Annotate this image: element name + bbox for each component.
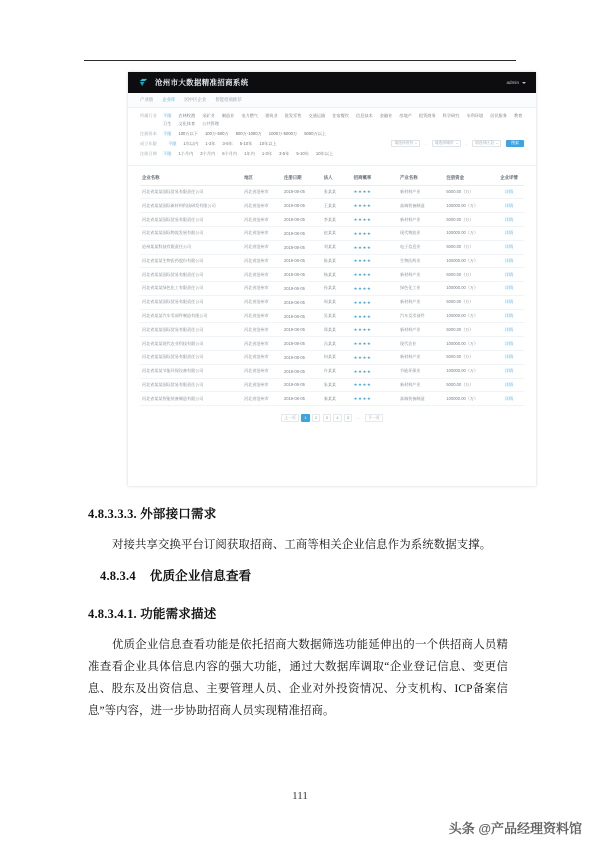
cell-probability <box>352 240 398 254</box>
cell-probability <box>352 392 398 406</box>
company-table <box>140 171 524 407</box>
pagination-page-3[interactable]: 3 <box>323 414 331 422</box>
cell-area: 河北省沧州市 <box>242 199 282 213</box>
pagination <box>128 406 536 432</box>
embedded-screenshot-figure <box>128 72 536 486</box>
cell-legal-person: 张某某 <box>322 185 352 199</box>
cell-detail <box>494 309 524 323</box>
paragraph-function-description: 优质企业信息查看功能是依托招商大数据筛选功能延伸出的一个供招商人员精准查看企业具体信息内容的强大功能，通过大数据库调取“企业登记信息、变更信息、股东及出资信息、主要管理人员、企业对外投资情况、分支机构、ICP备案信息”等内容，进一步协助招商人员实现精准招商。 <box>88 639 508 717</box>
th-company-name[interactable]: 企业名称 <box>140 171 242 186</box>
filter-tag-0-8[interactable]: 住宿餐饮 <box>332 113 349 118</box>
filter-row-3 <box>140 150 524 158</box>
cell-register-date: 2019-08-05 <box>282 323 322 337</box>
th-register-date[interactable]: 注册日期 <box>282 171 322 186</box>
table-head <box>140 171 524 186</box>
filter-separator-2: - <box>465 140 468 146</box>
cell-detail <box>494 378 524 392</box>
detail-link[interactable]: 详情 <box>504 202 514 208</box>
cell-company-name: 河北省某某国际贸易有限责任公司 <box>140 295 242 309</box>
filter-tag-0-1[interactable]: 农林牧渔 <box>178 113 196 118</box>
cell-area: 河北省沧州市 <box>242 309 282 323</box>
detail-link[interactable]: 详情 <box>504 381 514 387</box>
cell-company-name: 河北省某某现代农业科技有限公司 <box>140 337 242 351</box>
filter-tag-2-5[interactable]: 10年以上 <box>259 140 277 146</box>
district-select[interactable] <box>472 140 501 148</box>
cell-industry: 新材料产业 <box>398 213 444 227</box>
cell-probability <box>352 364 398 378</box>
table-row[interactable] <box>140 392 524 406</box>
pagination-page-1[interactable]: 1 <box>301 414 309 422</box>
breadcrumb-item-3[interactable]: 智能招商推荐 <box>215 97 242 102</box>
cell-company-name: 河北省某某国际贸易有限责任公司 <box>140 323 242 337</box>
cell-detail <box>494 295 524 309</box>
detail-link[interactable]: 详情 <box>504 257 514 263</box>
cell-legal-person: 冯某某 <box>322 337 352 351</box>
cell-register-date: 2019-08-05 <box>282 213 322 227</box>
cell-capital: 100000.00（万） <box>444 254 494 268</box>
chevron-down-icon <box>522 82 526 84</box>
star-rating-icon: ★★★★ <box>353 189 372 195</box>
cell-industry: 现代物流业 <box>398 226 444 240</box>
filter-tag-0-13[interactable]: 科学研究 <box>442 113 460 118</box>
filter-tag-1-0[interactable]: 不限 <box>163 130 172 136</box>
cell-company-name: 河北省某某国际新材料科技研发有限公司 <box>140 199 242 213</box>
pagination-page-4[interactable]: 4 <box>333 414 341 422</box>
filter-tag-0-4[interactable]: 电力燃气 <box>241 113 259 118</box>
cell-company-name: 河北省某某国际贸易有限责任公司 <box>140 268 242 282</box>
pagination-prev[interactable]: 上一页 <box>281 414 299 422</box>
detail-link[interactable]: 详情 <box>504 230 514 236</box>
cell-register-date: 2019-08-05 <box>282 364 322 378</box>
cell-register-date: 2019-08-05 <box>282 350 322 364</box>
filter-tag-1-2[interactable]: 100万-500万 <box>204 130 229 136</box>
th-detail: 企业详情 <box>494 171 524 186</box>
filter-tag-3-5[interactable]: 1-3年 <box>261 150 273 156</box>
cell-register-date: 2019-08-05 <box>282 392 322 406</box>
province-select[interactable] <box>391 140 420 148</box>
filter-tag-3-7[interactable]: 5-10年 <box>296 150 309 156</box>
filter-tags-0 <box>163 112 524 127</box>
cell-area: 河北省沧州市 <box>242 268 282 282</box>
filter-tag-0-19[interactable]: 公共管理 <box>202 120 219 126</box>
table-row[interactable] <box>140 226 524 240</box>
star-rating-icon: ★★★★ <box>353 285 372 291</box>
cell-company-name: 沧州某某科技有限责任公司 <box>140 240 242 254</box>
cell-legal-person: 杨某某 <box>322 268 352 282</box>
cell-register-date: 2019-08-05 <box>282 185 322 199</box>
cell-probability <box>352 268 398 282</box>
cell-industry: 现代农业 <box>398 337 444 351</box>
cell-industry: 新材料产业 <box>398 378 444 392</box>
cell-company-name: 河北省某某国际贸易有限责任公司 <box>140 378 242 392</box>
filter-tag-3-6[interactable]: 3-5年 <box>279 150 290 156</box>
detail-link[interactable]: 详情 <box>504 271 514 277</box>
heading-quality-enterprise <box>100 566 251 584</box>
filter-tags-3 <box>163 150 524 158</box>
cell-detail <box>494 364 524 378</box>
cell-legal-person: 秦某某 <box>322 392 352 406</box>
detail-link[interactable]: 详情 <box>504 340 514 346</box>
cell-probability <box>352 323 398 337</box>
filter-tag-0-14[interactable]: 水利环境 <box>466 113 484 118</box>
detail-link[interactable]: 详情 <box>504 313 514 319</box>
filter-tag-0-10[interactable]: 金融业 <box>379 113 393 118</box>
cell-register-date: 2019-08-05 <box>282 295 322 309</box>
filter-tags-1 <box>163 130 524 138</box>
cell-register-date: 2019-08-05 <box>282 226 322 240</box>
filter-tag-0-12[interactable]: 租赁商务 <box>418 113 436 118</box>
detail-link[interactable]: 详情 <box>504 299 514 305</box>
cell-capital: 5000.00（万） <box>444 378 494 392</box>
star-rating-icon: ★★★★ <box>353 299 372 305</box>
cell-area: 河北省沧州市 <box>242 254 282 268</box>
search-button-label: 搜索 <box>511 140 519 146</box>
cell-register-date: 2019-08-05 <box>282 337 322 351</box>
cell-detail <box>494 226 524 240</box>
cell-capital: 5000.00（万） <box>444 323 494 337</box>
breadcrumb-item-2[interactable]: 园中区企业 <box>184 97 207 102</box>
cell-capital: 5000.00（万） <box>444 268 494 282</box>
cell-legal-person: 吴某某 <box>322 309 352 323</box>
cell-company-name: 河北省某某国际物流发展有限公司 <box>140 226 242 240</box>
cell-detail <box>494 282 524 296</box>
cell-register-date: 2019-08-05 <box>282 309 322 323</box>
pagination-ellipsis: … <box>356 415 361 421</box>
table-row[interactable] <box>140 364 524 378</box>
detail-link[interactable]: 详情 <box>504 188 514 194</box>
cell-capital: 5000.00（万） <box>444 213 494 227</box>
table-row[interactable] <box>140 240 524 254</box>
filter-row-1 <box>140 130 524 138</box>
cell-legal-person: 朱某某 <box>322 378 352 392</box>
cell-industry: 节能环保业 <box>398 364 444 378</box>
diamond-logo-icon <box>138 77 149 88</box>
cell-area: 河北省沧州市 <box>242 364 282 378</box>
filter-tag-0-0[interactable]: 不限 <box>163 113 172 118</box>
detail-link[interactable]: 详情 <box>504 244 514 250</box>
cell-company-name: 河北省某某国际贸易有限责任公司 <box>140 185 242 199</box>
detail-link[interactable]: 详情 <box>504 285 514 291</box>
cell-legal-person: 陈某某 <box>322 254 352 268</box>
table-row[interactable] <box>140 337 524 351</box>
cell-legal-person: 赵某某 <box>322 226 352 240</box>
header-rule <box>84 60 516 61</box>
filter-tag-0-3[interactable]: 制造业 <box>221 113 235 118</box>
table-row[interactable] <box>140 213 524 227</box>
table-row[interactable] <box>140 309 524 323</box>
cell-capital: 100000.00（万） <box>444 364 494 378</box>
filter-tag-1-4[interactable]: 1000万-5000万 <box>268 130 298 136</box>
table-row[interactable] <box>140 199 524 213</box>
breadcrumb-item-0[interactable]: 产业链 <box>140 97 154 102</box>
cell-capital: 100000.00（万） <box>444 199 494 213</box>
cell-company-name: 河北省某某生物医药股份有限公司 <box>140 254 242 268</box>
table-row[interactable] <box>140 282 524 296</box>
th-industry[interactable]: 产业名称 <box>398 171 444 186</box>
filter-label-2: 成立年限 <box>140 140 157 146</box>
heading-number: 4.8.3.4 <box>100 569 136 583</box>
star-rating-icon: ★★★★ <box>353 203 372 209</box>
app-header <box>128 72 536 93</box>
cell-industry: 高端装备制造 <box>398 199 444 213</box>
cell-probability <box>352 378 398 392</box>
city-select-value: 请选择城市 <box>434 140 454 145</box>
star-rating-icon: ★★★★ <box>353 230 372 236</box>
cell-area: 河北省沧州市 <box>242 185 282 199</box>
cell-area: 河北省沧州市 <box>242 295 282 309</box>
cell-register-date: 2019-08-05 <box>282 240 322 254</box>
filter-tag-3-0[interactable]: 不限 <box>163 150 172 156</box>
filter-tag-1-5[interactable]: 5000万以上 <box>304 130 327 136</box>
search-button[interactable] <box>506 140 524 148</box>
cell-register-date: 2019-08-05 <box>282 268 322 282</box>
cell-detail <box>494 185 524 199</box>
cell-legal-person: 郑某某 <box>322 323 352 337</box>
filter-tag-0-15[interactable]: 居民服务 <box>490 113 507 118</box>
filter-tag-0-17[interactable]: 卫生 <box>163 120 172 126</box>
cell-industry: 高端装备制造 <box>398 392 444 406</box>
filter-tag-0-18[interactable]: 文化体育 <box>178 120 196 126</box>
cell-detail <box>494 240 524 254</box>
star-rating-icon: ★★★★ <box>353 327 372 333</box>
app-title: 沧州市大数据精准招商系统 <box>155 78 249 87</box>
user-menu[interactable] <box>506 80 526 85</box>
province-select-value: 请选择省份 <box>394 140 414 145</box>
cell-probability <box>352 309 398 323</box>
breadcrumb <box>128 93 536 108</box>
filter-tag-3-3[interactable]: 6个月内 <box>222 150 238 156</box>
cell-detail <box>494 350 524 364</box>
filter-panel <box>128 108 536 166</box>
cell-probability <box>352 199 398 213</box>
chevron-down-icon <box>496 143 498 144</box>
user-name: admin <box>506 80 519 85</box>
filter-tag-0-9[interactable]: 信息技术 <box>355 113 373 118</box>
cell-company-name: 河北省某某节能环保设备有限公司 <box>140 364 242 378</box>
cell-industry: 绿色化工业 <box>398 282 444 296</box>
cell-area: 河北省沧州市 <box>242 213 282 227</box>
star-rating-icon: ★★★★ <box>353 341 372 347</box>
cell-register-date: 2019-08-05 <box>282 199 322 213</box>
detail-link[interactable]: 详情 <box>504 326 514 332</box>
filter-tag-2-1[interactable]: 1年以内 <box>183 140 199 146</box>
star-rating-icon: ★★★★ <box>353 244 372 250</box>
pagination-page-5[interactable]: 5 <box>344 414 352 422</box>
cell-legal-person: 孙某某 <box>322 282 352 296</box>
cell-register-date: 2019-08-05 <box>282 282 322 296</box>
cell-industry: 新材料产业 <box>398 295 444 309</box>
detail-link[interactable]: 详情 <box>504 395 514 401</box>
filter-tag-2-0[interactable]: 不限 <box>168 140 177 146</box>
watermark: 头条 @产品经理资料馆 <box>448 821 582 836</box>
cell-legal-person: 周某某 <box>322 295 352 309</box>
cell-probability <box>352 295 398 309</box>
cell-capital: 5000.00（万） <box>444 240 494 254</box>
cell-company-name: 河北省某某国际贸易有限责任公司 <box>140 350 242 364</box>
th-probability[interactable]: 招商概率 <box>352 171 398 186</box>
city-select[interactable] <box>432 140 461 148</box>
table-header-row <box>140 171 524 186</box>
table-row[interactable] <box>140 350 524 364</box>
filter-label-3: 注册日期 <box>140 150 157 156</box>
cell-probability <box>352 213 398 227</box>
cell-detail <box>494 213 524 227</box>
heading-function-description: 4.8.3.4.1. 功能需求描述 <box>88 607 217 621</box>
breadcrumb-item-1[interactable]: 企业库 <box>162 97 176 102</box>
filter-tag-3-2[interactable]: 3个月内 <box>200 150 216 156</box>
cell-detail <box>494 254 524 268</box>
table-row[interactable] <box>140 295 524 309</box>
filter-tag-0-6[interactable]: 批发零售 <box>284 113 302 118</box>
cell-legal-person: 何某某 <box>322 350 352 364</box>
cell-detail <box>494 199 524 213</box>
cell-capital: 5000.00（万） <box>444 350 494 364</box>
table-row[interactable] <box>140 323 524 337</box>
star-rating-icon: ★★★★ <box>353 258 372 264</box>
filter-tag-1-1[interactable]: 100万以下 <box>178 130 198 136</box>
cell-detail <box>494 268 524 282</box>
cell-probability <box>352 282 398 296</box>
cell-company-name: 河北省某某汽车零部件制造有限公司 <box>140 309 242 323</box>
cell-probability <box>352 350 398 364</box>
cell-detail <box>494 337 524 351</box>
star-rating-icon: ★★★★ <box>353 368 372 374</box>
heading-text: 优质企业信息查看 <box>149 569 252 583</box>
star-rating-icon: ★★★★ <box>353 382 372 388</box>
cell-company-name: 河北省某某绿色化工有限责任公司 <box>140 282 242 296</box>
heading-external-interface: 4.8.3.3.3. 外部接口需求 <box>88 507 217 521</box>
star-rating-icon: ★★★★ <box>353 354 372 360</box>
detail-link[interactable]: 详情 <box>504 216 514 222</box>
cell-industry: 新材料产业 <box>398 350 444 364</box>
table-row[interactable] <box>140 254 524 268</box>
filter-tag-0-11[interactable]: 房地产 <box>399 113 412 118</box>
th-legal-person[interactable]: 法人 <box>322 171 352 186</box>
chevron-down-icon <box>456 143 458 144</box>
cell-area: 河北省沧州市 <box>242 323 282 337</box>
pagination-page-2[interactable]: 2 <box>312 414 320 422</box>
cell-area: 河北省沧州市 <box>242 240 282 254</box>
cell-detail <box>494 323 524 337</box>
cell-capital: 100000.00（万） <box>444 309 494 323</box>
district-select-value: 请选择区县 <box>475 140 494 145</box>
paragraph-external-interface: 对接共享交换平台订阅获取招商、工商等相关企业信息作为系统数据支撑。 <box>112 539 492 551</box>
cell-area: 河北省沧州市 <box>242 226 282 240</box>
cell-register-date: 2019-08-05 <box>282 378 322 392</box>
star-rating-icon: ★★★★ <box>353 217 372 223</box>
cell-company-name: 河北省某某国际贸易有限责任公司 <box>140 213 242 227</box>
filter-tag-0-5[interactable]: 建筑业 <box>265 113 278 118</box>
cell-industry: 汽车及零部件 <box>398 309 444 323</box>
cell-industry: 新材料产业 <box>398 268 444 282</box>
cell-company-name: 河北省某某智能装备制造有限公司 <box>140 392 242 406</box>
pagination-next[interactable]: 下一页 <box>365 414 383 422</box>
cell-area: 河北省沧州市 <box>242 282 282 296</box>
filter-label-1: 注册资本 <box>140 130 157 136</box>
detail-link[interactable]: 详情 <box>504 368 514 374</box>
cell-detail <box>494 392 524 406</box>
table-row[interactable] <box>140 378 524 392</box>
table-body <box>140 185 524 406</box>
cell-probability <box>352 226 398 240</box>
filter-tag-3-4[interactable]: 1年内 <box>244 150 255 156</box>
cell-industry: 生物医药业 <box>398 254 444 268</box>
cell-capital: 5000.00（万） <box>444 185 494 199</box>
cell-capital: 100000.00（万） <box>444 226 494 240</box>
filter-tag-0-7[interactable]: 交通运输 <box>308 113 326 118</box>
filter-tag-2-3[interactable]: 3-5年 <box>222 140 233 146</box>
cell-industry: 电子信息业 <box>398 240 444 254</box>
filter-row-0 <box>140 112 524 127</box>
cell-area: 河北省沧州市 <box>242 337 282 351</box>
cell-capital: 100000.00（万） <box>444 392 494 406</box>
cell-capital: 100000.00（万） <box>444 282 494 296</box>
cell-legal-person: 李某某 <box>322 213 352 227</box>
cell-industry: 新材料产业 <box>398 323 444 337</box>
star-rating-icon: ★★★★ <box>353 396 372 402</box>
page-number: 111 <box>292 790 308 802</box>
detail-link[interactable]: 详情 <box>504 354 514 360</box>
filter-label-0: 所属行业 <box>140 113 157 118</box>
cell-area: 河北省沧州市 <box>242 350 282 364</box>
cell-legal-person: 王某某 <box>322 199 352 213</box>
cell-probability <box>352 337 398 351</box>
filter-tag-3-8[interactable]: 10年以上 <box>315 150 334 156</box>
filter-tags-2 <box>168 140 386 148</box>
cell-probability <box>352 254 398 268</box>
filter-separator-1: - <box>425 140 427 146</box>
chevron-down-icon <box>415 143 417 144</box>
filter-tag-2-4[interactable]: 5-10年 <box>239 140 253 146</box>
cell-legal-person: 许某某 <box>322 364 352 378</box>
cell-area: 河北省沧州市 <box>242 378 282 392</box>
company-table-card <box>140 171 524 407</box>
th-capital[interactable]: 注册资金 <box>444 171 494 186</box>
cell-capital: 100000.00（万） <box>444 337 494 351</box>
filter-tag-1-3[interactable]: 500万-1000万 <box>235 130 262 136</box>
filter-tag-0-2[interactable]: 采矿业 <box>202 113 215 118</box>
cell-industry: 新材料产业 <box>398 185 444 199</box>
table-row[interactable] <box>140 268 524 282</box>
filter-tag-2-2[interactable]: 1-3年 <box>205 140 216 146</box>
table-row[interactable] <box>140 185 524 199</box>
star-rating-icon: ★★★★ <box>353 272 372 278</box>
filter-row-2 <box>140 140 524 148</box>
filter-tag-3-1[interactable]: 1个月内 <box>178 150 194 156</box>
filter-tag-0-16[interactable]: 教育 <box>513 113 523 118</box>
cell-probability <box>352 185 398 199</box>
cell-area: 河北省沧州市 <box>242 392 282 406</box>
th-area[interactable]: 地区 <box>242 171 282 186</box>
cell-legal-person: 刘某某 <box>322 240 352 254</box>
star-rating-icon: ★★★★ <box>353 313 372 319</box>
cell-register-date: 2019-08-05 <box>282 254 322 268</box>
cell-capital: 5000.00（万） <box>444 295 494 309</box>
